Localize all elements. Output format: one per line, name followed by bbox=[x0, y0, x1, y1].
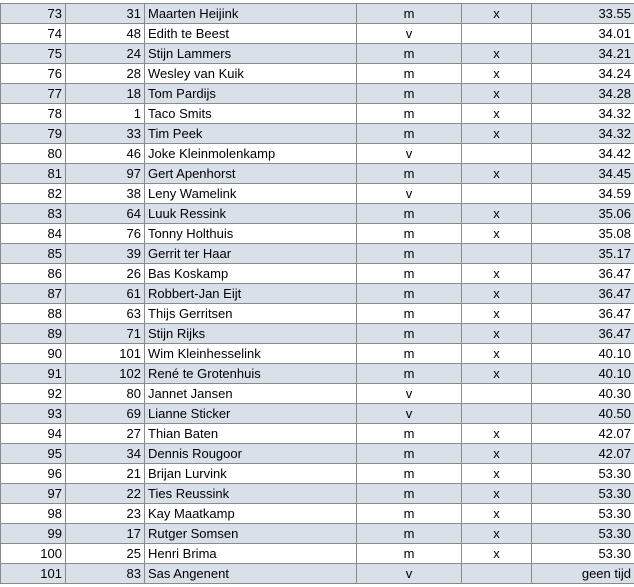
start-number-cell: 27 bbox=[66, 424, 145, 444]
gender-cell: m bbox=[357, 364, 462, 384]
start-number-cell: 97 bbox=[66, 164, 145, 184]
table-row bbox=[1, 184, 634, 204]
position-cell: 78 bbox=[1, 104, 66, 124]
marker-cell: x bbox=[462, 164, 532, 184]
finish-time-cell: 34.45 bbox=[532, 164, 634, 184]
position-cell: 84 bbox=[1, 224, 66, 244]
start-number-cell: 80 bbox=[66, 384, 145, 404]
start-number-cell: 21 bbox=[66, 464, 145, 484]
gender-cell: m bbox=[357, 524, 462, 544]
table-row bbox=[1, 324, 634, 344]
finish-time-cell: 42.07 bbox=[532, 424, 634, 444]
gender-cell: v bbox=[357, 184, 462, 204]
marker-cell: x bbox=[462, 484, 532, 504]
results-table bbox=[0, 3, 634, 584]
finish-time-cell: 53.30 bbox=[532, 504, 634, 524]
finish-time-cell: 34.21 bbox=[532, 44, 634, 64]
marker-cell bbox=[462, 244, 532, 264]
table-row bbox=[1, 444, 634, 464]
table-row bbox=[1, 364, 634, 384]
table-row bbox=[1, 164, 634, 184]
gender-cell: m bbox=[357, 264, 462, 284]
runner-name-cell: Joke Kleinmolenkamp bbox=[145, 144, 357, 164]
finish-time-cell: 34.28 bbox=[532, 84, 634, 104]
finish-time-cell: 40.10 bbox=[532, 364, 634, 384]
runner-name-cell: Kay Maatkamp bbox=[145, 504, 357, 524]
runner-name-cell: Stijn Rijks bbox=[145, 324, 357, 344]
position-cell: 99 bbox=[1, 524, 66, 544]
finish-time-cell: 53.30 bbox=[532, 484, 634, 504]
gender-cell: m bbox=[357, 164, 462, 184]
start-number-cell: 26 bbox=[66, 264, 145, 284]
finish-time-cell: 34.32 bbox=[532, 104, 634, 124]
position-cell: 97 bbox=[1, 484, 66, 504]
marker-cell bbox=[462, 184, 532, 204]
runner-name-cell: Tonny Holthuis bbox=[145, 224, 357, 244]
runner-name-cell: Leny Wamelink bbox=[145, 184, 357, 204]
gender-cell: m bbox=[357, 464, 462, 484]
finish-time-cell: 53.30 bbox=[532, 544, 634, 564]
runner-name-cell: Gerrit ter Haar bbox=[145, 244, 357, 264]
gender-cell: m bbox=[357, 544, 462, 564]
position-cell: 95 bbox=[1, 444, 66, 464]
runner-name-cell: Tom Pardijs bbox=[145, 84, 357, 104]
runner-name-cell: Lianne Sticker bbox=[145, 404, 357, 424]
marker-cell: x bbox=[462, 324, 532, 344]
gender-cell: m bbox=[357, 104, 462, 124]
position-cell: 88 bbox=[1, 304, 66, 324]
marker-cell: x bbox=[462, 204, 532, 224]
table-row bbox=[1, 144, 634, 164]
position-cell: 80 bbox=[1, 144, 66, 164]
start-number-cell: 18 bbox=[66, 84, 145, 104]
table-row bbox=[1, 264, 634, 284]
finish-time-cell: geen tijd bbox=[532, 564, 634, 584]
runner-name-cell: René te Grotenhuis bbox=[145, 364, 357, 384]
marker-cell: x bbox=[462, 444, 532, 464]
gender-cell: m bbox=[357, 64, 462, 84]
table-row bbox=[1, 64, 634, 84]
position-cell: 100 bbox=[1, 544, 66, 564]
gender-cell: m bbox=[357, 284, 462, 304]
finish-time-cell: 35.06 bbox=[532, 204, 634, 224]
gender-cell: v bbox=[357, 384, 462, 404]
runner-name-cell: Jannet Jansen bbox=[145, 384, 357, 404]
finish-time-cell: 40.50 bbox=[532, 404, 634, 424]
runner-name-cell: Taco Smits bbox=[145, 104, 357, 124]
start-number-cell: 61 bbox=[66, 284, 145, 304]
start-number-cell: 71 bbox=[66, 324, 145, 344]
position-cell: 85 bbox=[1, 244, 66, 264]
position-cell: 90 bbox=[1, 344, 66, 364]
table-row bbox=[1, 344, 634, 364]
runner-name-cell: Ties Reussink bbox=[145, 484, 357, 504]
marker-cell: x bbox=[462, 304, 532, 324]
position-cell: 76 bbox=[1, 64, 66, 84]
position-cell: 101 bbox=[1, 564, 66, 584]
finish-time-cell: 34.59 bbox=[532, 184, 634, 204]
finish-time-cell: 53.30 bbox=[532, 524, 634, 544]
position-cell: 79 bbox=[1, 124, 66, 144]
finish-time-cell: 36.47 bbox=[532, 284, 634, 304]
start-number-cell: 23 bbox=[66, 504, 145, 524]
table-row bbox=[1, 424, 634, 444]
table-row bbox=[1, 464, 634, 484]
position-cell: 86 bbox=[1, 264, 66, 284]
gender-cell: m bbox=[357, 44, 462, 64]
table-row bbox=[1, 384, 634, 404]
start-number-cell: 38 bbox=[66, 184, 145, 204]
runner-name-cell: Luuk Ressink bbox=[145, 204, 357, 224]
marker-cell: x bbox=[462, 4, 532, 24]
marker-cell: x bbox=[462, 284, 532, 304]
start-number-cell: 24 bbox=[66, 44, 145, 64]
start-number-cell: 83 bbox=[66, 564, 145, 584]
gender-cell: m bbox=[357, 424, 462, 444]
position-cell: 87 bbox=[1, 284, 66, 304]
runner-name-cell: Sas Angenent bbox=[145, 564, 357, 584]
gender-cell: v bbox=[357, 564, 462, 584]
finish-time-cell: 53.30 bbox=[532, 464, 634, 484]
finish-time-cell: 40.30 bbox=[532, 384, 634, 404]
position-cell: 93 bbox=[1, 404, 66, 424]
table-row bbox=[1, 524, 634, 544]
marker-cell: x bbox=[462, 464, 532, 484]
table-row bbox=[1, 504, 634, 524]
finish-time-cell: 36.47 bbox=[532, 324, 634, 344]
start-number-cell: 31 bbox=[66, 4, 145, 24]
runner-name-cell: Stijn Lammers bbox=[145, 44, 357, 64]
table-row bbox=[1, 84, 634, 104]
gender-cell: m bbox=[357, 244, 462, 264]
start-number-cell: 102 bbox=[66, 364, 145, 384]
table-row bbox=[1, 224, 634, 244]
runner-name-cell: Brijan Lurvink bbox=[145, 464, 357, 484]
runner-name-cell: Tim Peek bbox=[145, 124, 357, 144]
marker-cell: x bbox=[462, 104, 532, 124]
start-number-cell: 69 bbox=[66, 404, 145, 424]
start-number-cell: 101 bbox=[66, 344, 145, 364]
start-number-cell: 48 bbox=[66, 24, 145, 44]
table-row bbox=[1, 4, 634, 24]
finish-time-cell: 35.17 bbox=[532, 244, 634, 264]
finish-time-cell: 34.32 bbox=[532, 124, 634, 144]
marker-cell bbox=[462, 384, 532, 404]
table-row bbox=[1, 44, 634, 64]
position-cell: 74 bbox=[1, 24, 66, 44]
start-number-cell: 22 bbox=[66, 484, 145, 504]
finish-time-cell: 34.24 bbox=[532, 64, 634, 84]
table-row bbox=[1, 284, 634, 304]
start-number-cell: 39 bbox=[66, 244, 145, 264]
marker-cell: x bbox=[462, 544, 532, 564]
table-row bbox=[1, 24, 634, 44]
start-number-cell: 64 bbox=[66, 204, 145, 224]
table-row bbox=[1, 244, 634, 264]
table-row bbox=[1, 104, 634, 124]
position-cell: 82 bbox=[1, 184, 66, 204]
finish-time-cell: 33.55 bbox=[532, 4, 634, 24]
position-cell: 91 bbox=[1, 364, 66, 384]
gender-cell: m bbox=[357, 84, 462, 104]
finish-time-cell: 34.01 bbox=[532, 24, 634, 44]
table-row bbox=[1, 564, 634, 584]
gender-cell: m bbox=[357, 444, 462, 464]
results-table-body bbox=[1, 4, 634, 584]
position-cell: 75 bbox=[1, 44, 66, 64]
marker-cell bbox=[462, 24, 532, 44]
gender-cell: m bbox=[357, 224, 462, 244]
gender-cell: m bbox=[357, 304, 462, 324]
marker-cell: x bbox=[462, 84, 532, 104]
position-cell: 92 bbox=[1, 384, 66, 404]
start-number-cell: 17 bbox=[66, 524, 145, 544]
runner-name-cell: Dennis Rougoor bbox=[145, 444, 357, 464]
marker-cell: x bbox=[462, 504, 532, 524]
table-row bbox=[1, 404, 634, 424]
table-row bbox=[1, 484, 634, 504]
runner-name-cell: Thijs Gerritsen bbox=[145, 304, 357, 324]
marker-cell: x bbox=[462, 424, 532, 444]
marker-cell: x bbox=[462, 524, 532, 544]
marker-cell: x bbox=[462, 344, 532, 364]
runner-name-cell: Robbert-Jan Eijt bbox=[145, 284, 357, 304]
position-cell: 73 bbox=[1, 4, 66, 24]
runner-name-cell: Rutger Somsen bbox=[145, 524, 357, 544]
runner-name-cell: Bas Koskamp bbox=[145, 264, 357, 284]
finish-time-cell: 36.47 bbox=[532, 304, 634, 324]
marker-cell: x bbox=[462, 224, 532, 244]
gender-cell: m bbox=[357, 504, 462, 524]
gender-cell: m bbox=[357, 484, 462, 504]
gender-cell: v bbox=[357, 404, 462, 424]
finish-time-cell: 42.07 bbox=[532, 444, 634, 464]
runner-name-cell: Edith te Beest bbox=[145, 24, 357, 44]
runner-name-cell: Wim Kleinhesselink bbox=[145, 344, 357, 364]
table-row bbox=[1, 124, 634, 144]
position-cell: 89 bbox=[1, 324, 66, 344]
position-cell: 96 bbox=[1, 464, 66, 484]
start-number-cell: 46 bbox=[66, 144, 145, 164]
gender-cell: v bbox=[357, 144, 462, 164]
marker-cell bbox=[462, 404, 532, 424]
table-row bbox=[1, 544, 634, 564]
position-cell: 98 bbox=[1, 504, 66, 524]
finish-time-cell: 40.10 bbox=[532, 344, 634, 364]
marker-cell bbox=[462, 144, 532, 164]
start-number-cell: 63 bbox=[66, 304, 145, 324]
marker-cell: x bbox=[462, 64, 532, 84]
start-number-cell: 28 bbox=[66, 64, 145, 84]
table-row bbox=[1, 304, 634, 324]
runner-name-cell: Maarten Heijink bbox=[145, 4, 357, 24]
finish-time-cell: 34.42 bbox=[532, 144, 634, 164]
gender-cell: v bbox=[357, 24, 462, 44]
position-cell: 94 bbox=[1, 424, 66, 444]
start-number-cell: 33 bbox=[66, 124, 145, 144]
gender-cell: m bbox=[357, 4, 462, 24]
start-number-cell: 34 bbox=[66, 444, 145, 464]
runner-name-cell: Thian Baten bbox=[145, 424, 357, 444]
marker-cell: x bbox=[462, 264, 532, 284]
finish-time-cell: 35.08 bbox=[532, 224, 634, 244]
marker-cell: x bbox=[462, 44, 532, 64]
position-cell: 77 bbox=[1, 84, 66, 104]
position-cell: 83 bbox=[1, 204, 66, 224]
marker-cell: x bbox=[462, 364, 532, 384]
start-number-cell: 76 bbox=[66, 224, 145, 244]
gender-cell: m bbox=[357, 324, 462, 344]
runner-name-cell: Henri Brima bbox=[145, 544, 357, 564]
start-number-cell: 1 bbox=[66, 104, 145, 124]
gender-cell: m bbox=[357, 204, 462, 224]
runner-name-cell: Gert Apenhorst bbox=[145, 164, 357, 184]
finish-time-cell: 36.47 bbox=[532, 264, 634, 284]
marker-cell bbox=[462, 564, 532, 584]
gender-cell: m bbox=[357, 124, 462, 144]
runner-name-cell: Wesley van Kuik bbox=[145, 64, 357, 84]
gender-cell: m bbox=[357, 344, 462, 364]
marker-cell: x bbox=[462, 124, 532, 144]
table-row bbox=[1, 204, 634, 224]
position-cell: 81 bbox=[1, 164, 66, 184]
start-number-cell: 25 bbox=[66, 544, 145, 564]
